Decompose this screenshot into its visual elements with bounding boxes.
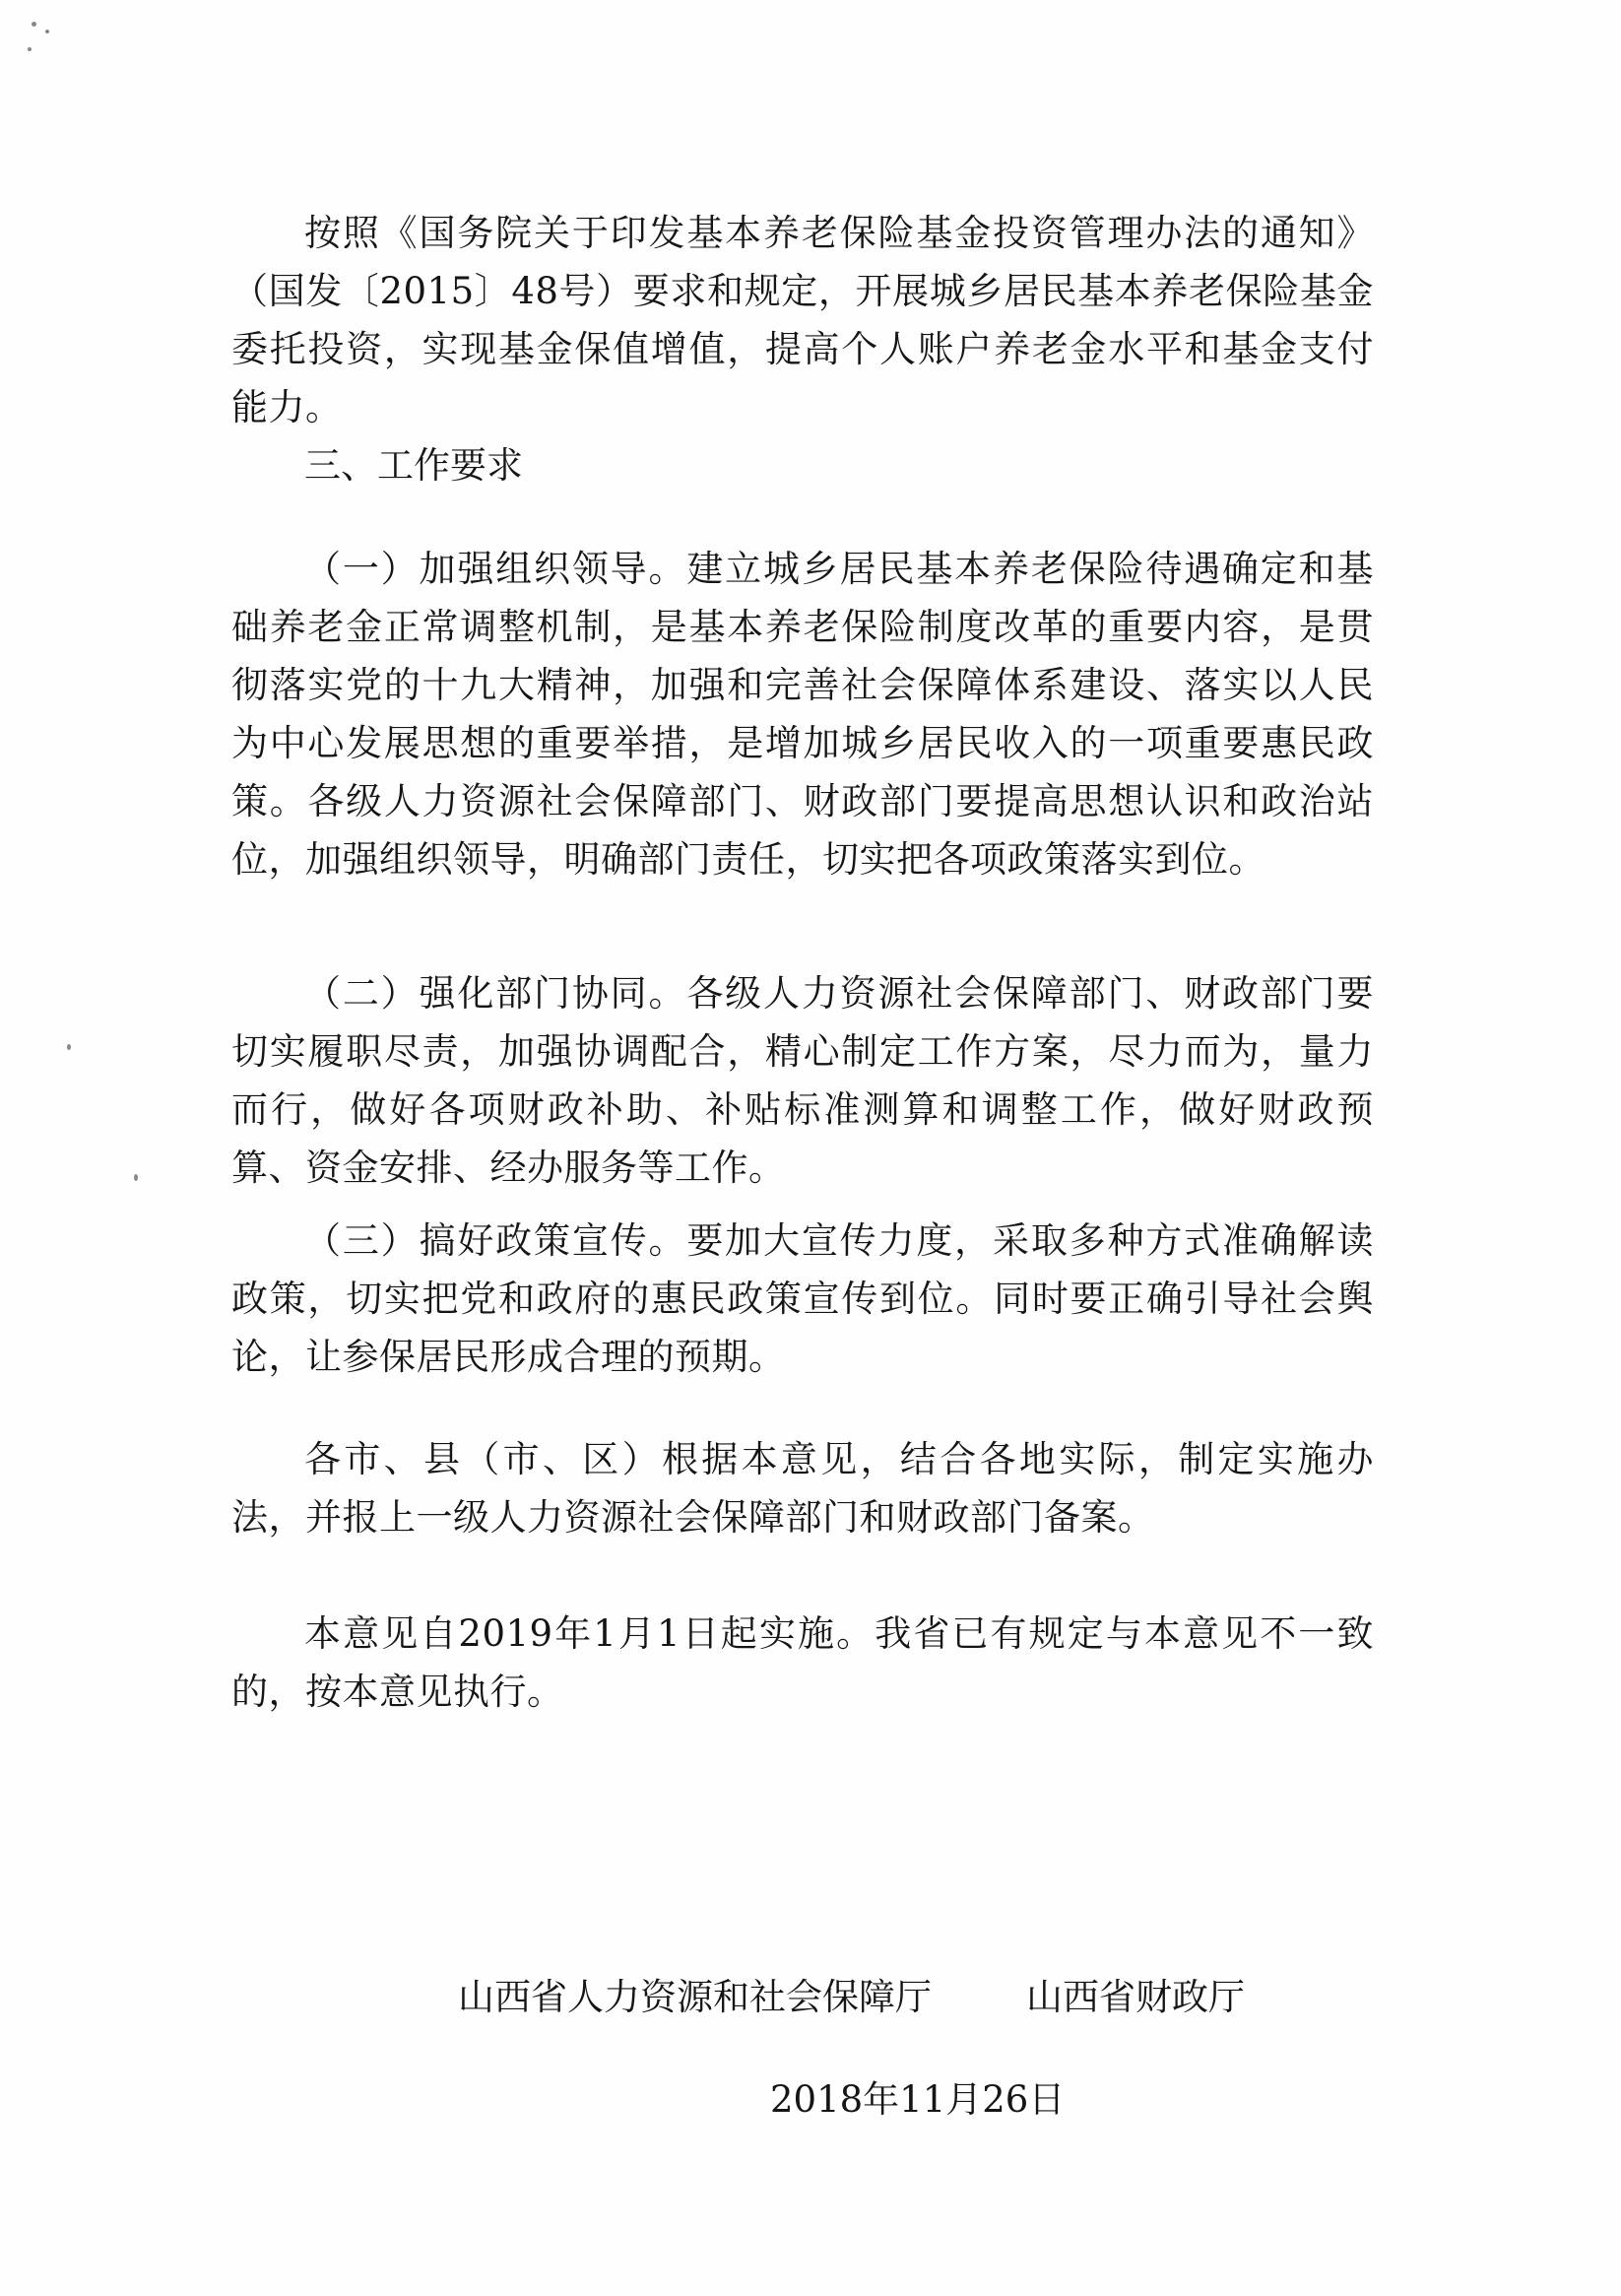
paragraph-implementation: 各市、县（市、区）根据本意见，结合各地实际，制定实施办法，并报上一级人力资源社会保障部门和财政部门备案。 bbox=[231, 1438, 1374, 1539]
paragraph-investment: 按照《国务院关于印发基本养老保险基金投资管理办法的通知》（国发〔2015〕48号）要求和规定，开展城乡居民基本养老保险基金委托投资，实现基金保值增值，提高个人账户养老金水平和基金支付能力。 bbox=[231, 212, 1374, 428]
scan-speck bbox=[28, 47, 32, 51]
scan-speck bbox=[45, 30, 49, 33]
paragraph-effective-date: 本意见自2019年1月1日起实施。我省已有规定与本意见不一致的，按本意见执行。 bbox=[231, 1612, 1374, 1713]
paragraph-coordination: （二）强化部门协同。各级人力资源社会保障部门、财政部门要切实履职尽责，加强协调配合，精心制定工作方案，尽力而为，量力而行，做好各项财政补助、补贴标准测算和调整工作，做好财政预算、资金安排、经办服务等工作。 bbox=[231, 972, 1374, 1189]
issue-date: 2018年11月26日 bbox=[770, 2078, 1066, 2121]
scan-speck bbox=[32, 22, 36, 27]
scan-speck bbox=[67, 1044, 71, 1050]
paragraph-publicity: （三）搞好政策宣传。要加大宣传力度，采取多种方式准确解读政策，切实把党和政府的惠民政策宣传到位。同时要正确引导社会舆论，让参保居民形成合理的预期。 bbox=[231, 1219, 1374, 1378]
issuer-finance: 山西省财政厅 bbox=[1026, 1976, 1245, 2018]
paragraph-leadership: （一）加强组织领导。建立城乡居民基本养老保险待遇确定和基础养老金正常调整机制，是基本养老保险制度改革的重要内容，是贯彻落实党的十九大精神，加强和完善社会保障体系建设、落实以人民为中心发展思想的重要举措，是增加城乡居民收入的一项重要惠民政策。各级人力资源社会保障部门、财政部门要提高思想认识和政治站位，加强组织领导，明确部门责任，切实把各项政策落实到位。 bbox=[231, 548, 1374, 881]
scan-speck bbox=[134, 1174, 138, 1181]
section-heading-work-requirements: 三、工作要求 bbox=[304, 444, 523, 487]
issuer-hr-social-security: 山西省人力资源和社会保障厅 bbox=[458, 1976, 932, 2018]
